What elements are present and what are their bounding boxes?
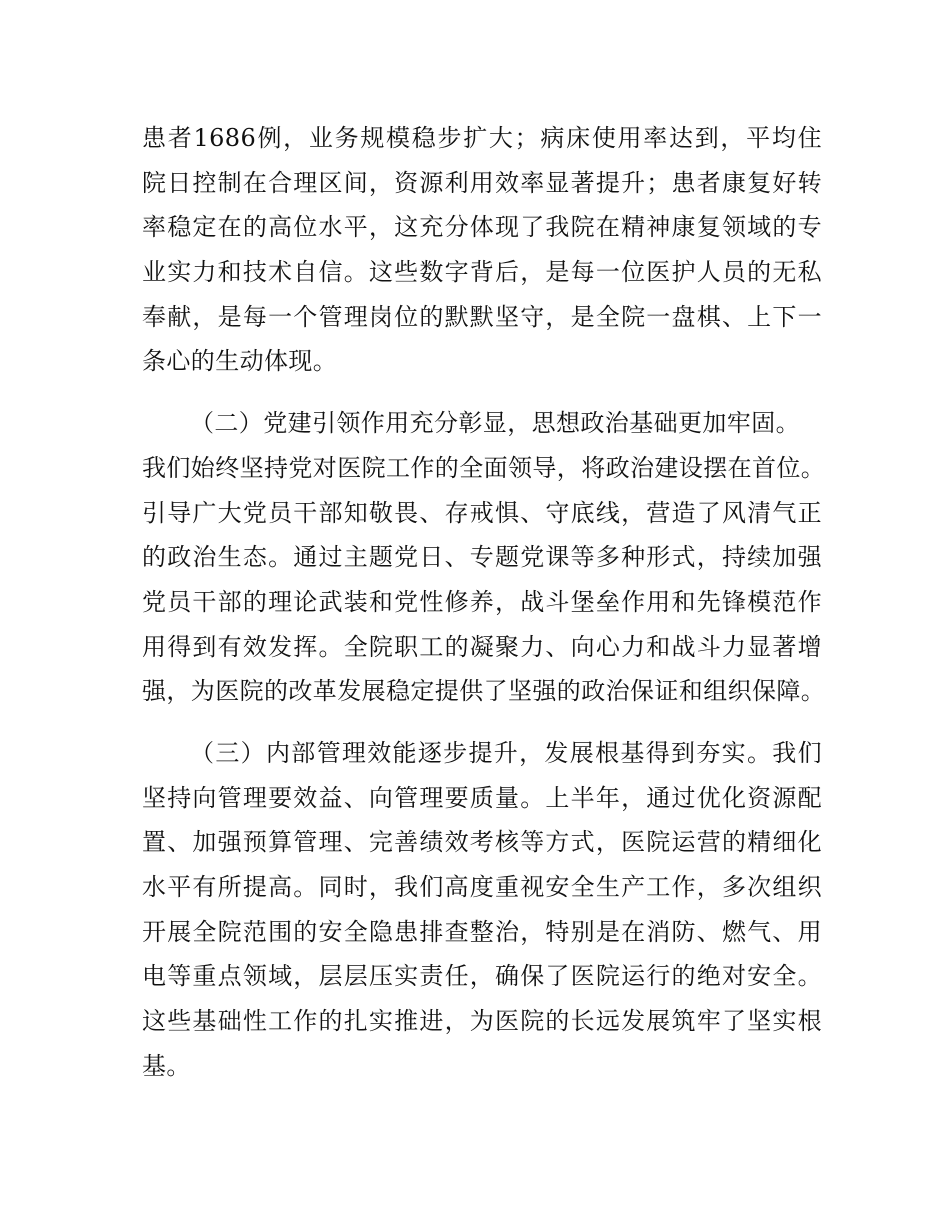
text-line: 引导广大党员干部知敬畏、存戒惧、守底线，营造了风清气正 bbox=[142, 498, 822, 527]
paragraph-internal-management bbox=[142, 731, 822, 1089]
text-line: 水平有所提高。同时，我们高度重视安全生产工作，多次组织 bbox=[142, 873, 822, 901]
section-heading-line: （二）党建引领作用充分彰显，思想政治基础更加牢固。 bbox=[190, 409, 800, 438]
paragraph-spacer bbox=[142, 714, 822, 731]
text-line: 院日控制在合理区间，资源利用效率显著提升；患者康复好转 bbox=[142, 168, 822, 197]
paragraph-party-building bbox=[142, 401, 826, 714]
text-line: 的政治生态。通过主题党日、专题党课等多种形式，持续加强 bbox=[142, 543, 822, 572]
text-line: 开展全院范围的安全隐患排查整治，特别是在消防、燃气、用 bbox=[142, 917, 822, 946]
text-line: 奉献，是每一个管理岗位的默默坚守，是全院一盘棋、上下一 bbox=[142, 302, 822, 331]
section-heading-line: （三）内部管理效能逐步提升，发展根基得到夯实。我们 bbox=[190, 738, 822, 767]
text-line: 这些基础性工作的扎实推进，为医院的长远发展筑牢了坚实根 bbox=[142, 1007, 822, 1036]
document-body bbox=[142, 116, 826, 1088]
paragraph-business-scale bbox=[142, 116, 822, 384]
paragraph-spacer bbox=[142, 384, 822, 401]
text-line: 置、加强预算管理、完善绩效考核等方式，医院运营的精细化 bbox=[142, 828, 822, 857]
text-line: 患者1686例，业务规模稳步扩大；病床使用率达到，平均住 bbox=[142, 124, 822, 152]
text-line: 电等重点领域，层层压实责任，确保了医院运行的绝对安全。 bbox=[142, 962, 822, 991]
text-line: 率稳定在的高位水平，这充分体现了我院在精神康复领域的专 bbox=[142, 213, 822, 242]
text-line: 强，为医院的改革发展稳定提供了坚强的政治保证和组织保障。 bbox=[142, 677, 826, 706]
text-line: 条心的生动体现。 bbox=[142, 347, 338, 376]
text-line: 业实力和技术自信。这些数字背后，是每一位医护人员的无私 bbox=[142, 258, 822, 287]
text-line: 基。 bbox=[142, 1051, 191, 1080]
text-line: 党员干部的理论武装和党性修养，战斗堡垒作用和先锋模范作 bbox=[142, 587, 822, 616]
text-line: 坚持向管理要效益、向管理要质量。上半年，通过优化资源配 bbox=[142, 783, 822, 812]
text-line: 我们始终坚持党对医院工作的全面领导，将政治建设摆在首位。 bbox=[142, 453, 826, 482]
text-line: 用得到有效发挥。全院职工的凝聚力、向心力和战斗力显著增 bbox=[142, 632, 822, 661]
